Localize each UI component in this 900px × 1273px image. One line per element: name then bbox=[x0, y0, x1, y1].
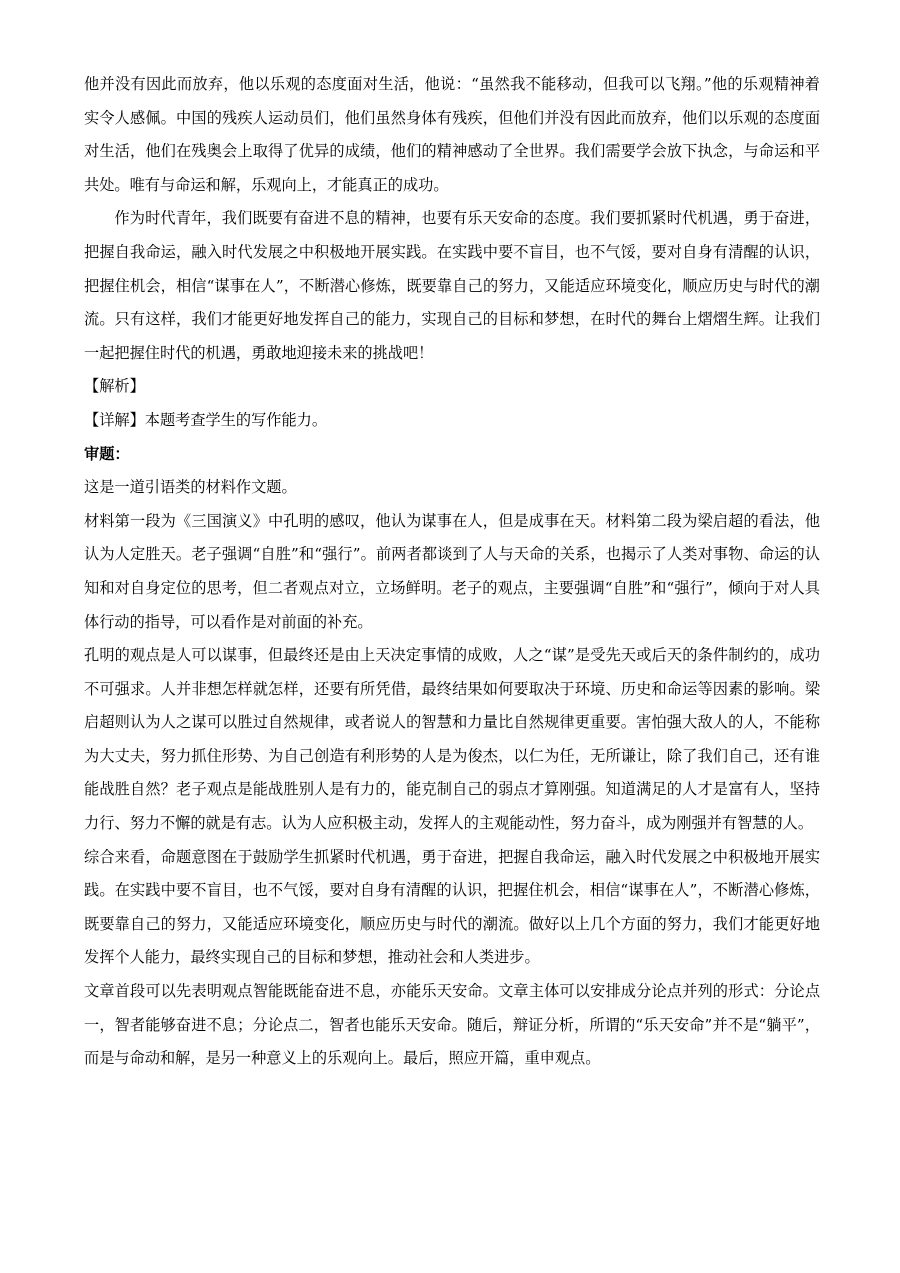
analysis-paragraph-2: 材料第一段为《三国演义》中孔明的感叹，他认为谋事在人，但是成事在天。材料第二段为梁启超的看法，他认为人定胜天。老子强调“自胜”和“强行”。前两者都谈到了人与天命的关系，也揭示了人类对事物、命运的认知和对自身定位的思考，但二者观点对立，立场鲜明。老子的观点，主要强调“自胜”和“强行”，倾向于对人具体行动的指导，可以看作是对前面的补充。 bbox=[84, 511, 820, 631]
review-heading: 审题： bbox=[84, 444, 130, 463]
analysis-paragraph-4: 综合来看，命题意图在于鼓励学生抓紧时代机遇，勇于奋进，把握自我命运，融入时代发展之中积极地开展实践。在实践中要不盲目，也不气馁，要对自身有清醒的认识，把握住机会，相信“谋事在人”，不断潜心修炼，既要靠自己的努力，又能适应环境变化，顺应历史与时代的潮流。做好以上几个方面的努力，我们才能更好地发挥个人能力，最终实现自己的目标和梦想，推动社会和人类进步。 bbox=[84, 847, 820, 967]
analysis-paragraph-5: 文章首段可以先表明观点智能既能奋进不息，亦能乐天安命。文章主体可以安排成分论点并列的形式：分论点一，智者能够奋进不息；分论点二，智者也能乐天安命。随后，辩证分析，所谓的“乐天安命”并不是“躺平”，而是与命动和解，是另一种意义上的乐观向上。最后，照应开篇，重申观点。 bbox=[84, 982, 820, 1068]
essay-paragraph-1: 他并没有因此而放弃，他以乐观的态度面对生活，他说：“虽然我不能移动，但我可以飞翔。”他的乐观精神着实令人感佩。中国的残疾人运动员们，他们虽然身体有残疾，但他们并没有因此而放弃，他们以乐观的态度面对生活，他们在残奥会上取得了优异的成绩，他们的精神感动了全世界。我们需要学会放下执念，与命运和平共处。唯有与命运和解，乐观向上，才能真正的成功。 bbox=[84, 75, 820, 194]
analysis-paragraph-1: 这是一道引语类的材料作文题。 bbox=[84, 478, 297, 497]
document-page bbox=[84, 68, 820, 1076]
detail-intro: 【详解】本题考查学生的写作能力。 bbox=[84, 410, 327, 429]
analysis-heading: 【解析】 bbox=[84, 377, 145, 396]
essay-paragraph-2: 作为时代青年，我们既要有奋进不息的精神，也要有乐天安命的态度。我们要抓紧时代机遇，勇于奋进，把握自我命运，融入时代发展之中积极地开展实践。在实践中要不盲目，也不气馁，要对自身有清醒的认识，把握住机会，相信“谋事在人”，不断潜心修炼，既要靠自己的努力，又能适应环境变化，顺应历史与时代的潮流。只有这样，我们才能更好地发挥自己的能力，实现自己的目标和梦想，在时代的舞台上熠熠生辉。让我们一起把握住时代的机遇，勇敢地迎接未来的挑战吧！ bbox=[84, 209, 820, 362]
analysis-paragraph-3: 孔明的观点是人可以谋事，但最终还是由上天决定事情的成败，人之“谋”是受先天或后天的条件制约的，成功不可强求。人并非想怎样就怎样，还要有所凭借，最终结果如何要取决于环境、历史和命运等因素的影响。梁启超则认为人之谋可以胜过自然规律，或者说人的智慧和力量比自然规律更重要。害怕强大敌人的人，不能称为大丈夫，努力抓住形势、为自己创造有利形势的人是为俊杰，以仁为任，无所谦让，除了我们自己，还有谁能战胜自然？老子观点是能战胜别人是有力的，能克制自己的弱点才算刚强。知道满足的人才是富有人，坚持力行、努力不懈的就是有志。认为人应积极主动，发挥人的主观能动性，努力奋斗，成为刚强并有智慧的人。 bbox=[84, 646, 820, 833]
